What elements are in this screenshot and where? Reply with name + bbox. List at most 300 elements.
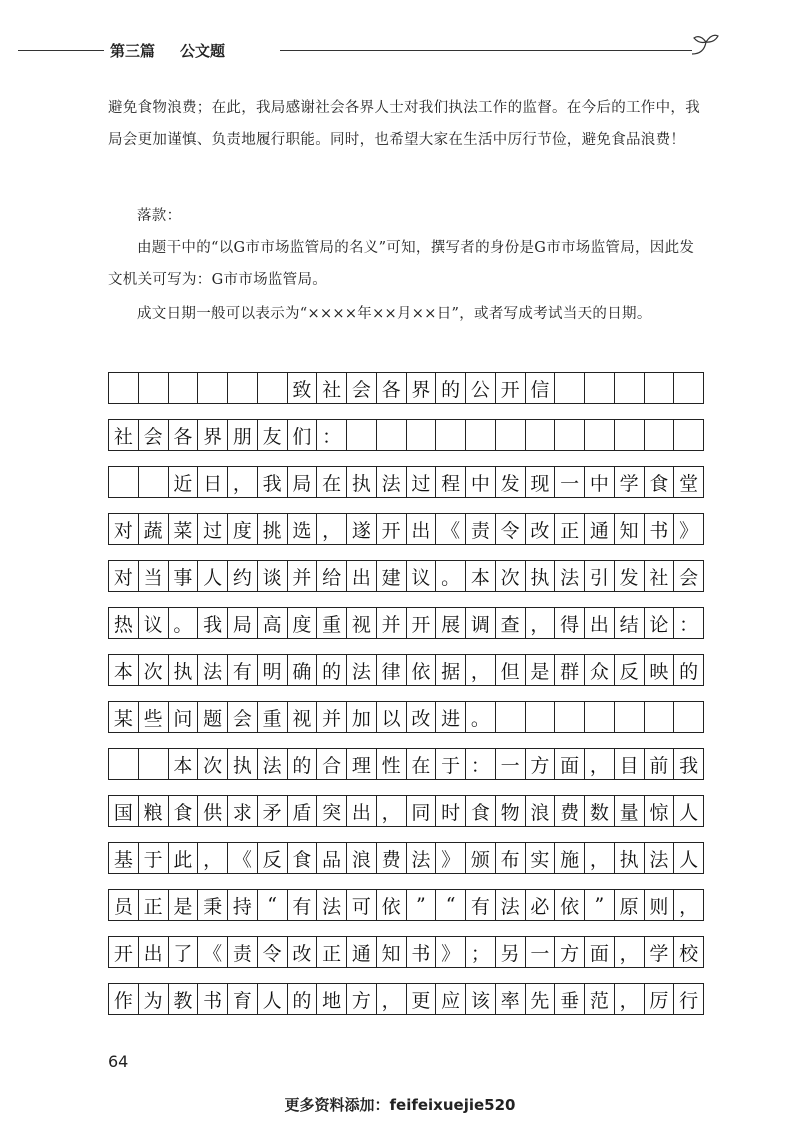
grid-cell: 法 xyxy=(407,843,437,873)
grid-cell: 确 xyxy=(288,655,318,685)
grid-cell: 界 xyxy=(198,420,228,450)
paragraph-date: 成文日期一般可以表示为“××××年××月××日”，或者写成考试当天的日期。 xyxy=(137,306,652,322)
grid-cell xyxy=(526,420,556,450)
grid-row xyxy=(108,936,704,968)
grid-cell: 法 xyxy=(377,467,407,497)
grid-cell: 并 xyxy=(377,608,407,638)
grid-cell: 菜 xyxy=(169,514,199,544)
grid-cell: 前 xyxy=(645,749,675,779)
grid-row xyxy=(108,654,704,686)
grid-cell: 议 xyxy=(407,561,437,591)
grid-cell: 该 xyxy=(466,984,496,1014)
grid-cell: 盾 xyxy=(288,796,318,826)
grid-cell: 《 xyxy=(198,937,228,967)
grid-cell: ， xyxy=(377,984,407,1014)
grid-cell: 地 xyxy=(317,984,347,1014)
grid-cell: 以 xyxy=(377,702,407,732)
grid-cell: 现 xyxy=(526,467,556,497)
grid-cell: ， xyxy=(615,984,645,1014)
grid-cell: 本 xyxy=(109,655,139,685)
grid-cell: 会 xyxy=(347,373,377,403)
grid-row xyxy=(108,889,704,921)
paragraph-issuer: 由题干中的“以G市市场监管局的名义”可知，撰写者的身份是G市市场监管局，因此发文机关可写为：G市市场监管局。 xyxy=(108,240,695,288)
grid-cell: ： xyxy=(466,749,496,779)
grid-cell: ： xyxy=(674,608,704,638)
grid-cell: 局 xyxy=(288,467,318,497)
sprout-icon xyxy=(690,32,720,58)
grid-cell: 查 xyxy=(496,608,526,638)
grid-cell: 各 xyxy=(377,373,407,403)
grid-cell xyxy=(109,749,139,779)
grid-cell xyxy=(585,373,615,403)
grid-cell: 各 xyxy=(169,420,199,450)
grid-cell: 正 xyxy=(555,514,585,544)
grid-cell: 执 xyxy=(347,467,377,497)
grid-cell: 物 xyxy=(496,796,526,826)
grid-cell xyxy=(645,702,675,732)
grid-cell xyxy=(228,373,258,403)
grid-cell: 群 xyxy=(555,655,585,685)
grid-cell: 近 xyxy=(169,467,199,497)
grid-cell: 会 xyxy=(228,702,258,732)
grid-cell: ， xyxy=(585,749,615,779)
grid-cell: 律 xyxy=(377,655,407,685)
grid-cell: 育 xyxy=(228,984,258,1014)
grid-cell: 》 xyxy=(674,514,704,544)
grid-cell: ” xyxy=(407,890,437,920)
grid-cell: ， xyxy=(377,796,407,826)
grid-cell: 率 xyxy=(496,984,526,1014)
footer-note: 更多资料添加：feifeixuejie520 xyxy=(284,1096,516,1114)
grid-cell: 重 xyxy=(258,702,288,732)
grid-cell: 。 xyxy=(466,702,496,732)
grid-cell: 开 xyxy=(407,608,437,638)
grid-cell: ， xyxy=(674,890,704,920)
grid-row xyxy=(108,419,704,451)
grid-cell: 是 xyxy=(526,655,556,685)
grid-cell: 颁 xyxy=(466,843,496,873)
grid-cell: 日 xyxy=(198,467,228,497)
grid-cell: 矛 xyxy=(258,796,288,826)
header-section: 第三篇 xyxy=(110,42,156,60)
grid-cell: 发 xyxy=(615,561,645,591)
grid-cell: 了 xyxy=(169,937,199,967)
grid-cell: 先 xyxy=(526,984,556,1014)
grid-cell: 方 xyxy=(555,937,585,967)
grid-cell: 的 xyxy=(288,749,318,779)
grid-cell: 们 xyxy=(288,420,318,450)
grid-cell: “ xyxy=(258,890,288,920)
grid-cell xyxy=(496,702,526,732)
grid-cell: 些 xyxy=(139,702,169,732)
grid-cell: 引 xyxy=(585,561,615,591)
grid-cell: 我 xyxy=(258,467,288,497)
grid-cell: 食 xyxy=(288,843,318,873)
grid-cell: 中 xyxy=(466,467,496,497)
grid-cell: 公 xyxy=(466,373,496,403)
grid-cell: 》 xyxy=(436,937,466,967)
grid-cell: 遂 xyxy=(347,514,377,544)
grid-cell xyxy=(555,702,585,732)
grid-cell: 知 xyxy=(615,514,645,544)
grid-cell: ， xyxy=(615,937,645,967)
grid-cell: ， xyxy=(585,843,615,873)
grid-cell xyxy=(109,373,139,403)
grid-cell: 众 xyxy=(585,655,615,685)
header-rule-right xyxy=(280,50,692,51)
grid-cell: 目 xyxy=(615,749,645,779)
grid-cell: 方 xyxy=(526,749,556,779)
grid-cell: 员 xyxy=(109,890,139,920)
grid-cell: 秉 xyxy=(198,890,228,920)
grid-cell: ： xyxy=(317,420,347,450)
grid-cell: 书 xyxy=(198,984,228,1014)
grid-cell xyxy=(198,373,228,403)
grid-cell: 出 xyxy=(347,796,377,826)
grid-cell: 人 xyxy=(258,984,288,1014)
grid-row xyxy=(108,372,704,404)
grid-cell: 《 xyxy=(436,514,466,544)
grid-cell: 反 xyxy=(615,655,645,685)
grid-cell: 某 xyxy=(109,702,139,732)
grid-cell: 是 xyxy=(169,890,199,920)
grid-cell: 执 xyxy=(615,843,645,873)
grid-cell: 选 xyxy=(288,514,318,544)
grid-cell xyxy=(258,373,288,403)
grid-cell: 人 xyxy=(674,843,704,873)
grid-cell: 方 xyxy=(347,984,377,1014)
grid-row xyxy=(108,560,704,592)
grid-cell: 理 xyxy=(347,749,377,779)
grid-cell: 加 xyxy=(347,702,377,732)
grid-cell: 教 xyxy=(169,984,199,1014)
grid-cell: 知 xyxy=(377,937,407,967)
grid-cell: 高 xyxy=(258,608,288,638)
grid-cell: 改 xyxy=(288,937,318,967)
grid-cell: 出 xyxy=(407,514,437,544)
grid-cell: 视 xyxy=(347,608,377,638)
grid-cell: 执 xyxy=(169,655,199,685)
grid-cell: 反 xyxy=(258,843,288,873)
grid-cell: 建 xyxy=(377,561,407,591)
grid-cell: 行 xyxy=(674,984,704,1014)
header-rule-left xyxy=(18,50,104,51)
grid-cell: ， xyxy=(317,514,347,544)
grid-cell: 的 xyxy=(317,655,347,685)
grid-cell: 重 xyxy=(317,608,347,638)
grid-cell: 实 xyxy=(526,843,556,873)
grid-cell xyxy=(615,702,645,732)
grid-cell: 并 xyxy=(288,561,318,591)
grid-cell: 改 xyxy=(407,702,437,732)
grid-cell: 的 xyxy=(436,373,466,403)
grid-cell: 有 xyxy=(228,655,258,685)
grid-cell: 面 xyxy=(585,937,615,967)
grid-row xyxy=(108,983,704,1015)
grid-cell: 明 xyxy=(258,655,288,685)
grid-cell: 求 xyxy=(228,796,258,826)
grid-cell: 更 xyxy=(407,984,437,1014)
grid-cell: 《 xyxy=(228,843,258,873)
grid-cell: 发 xyxy=(496,467,526,497)
grid-cell: 书 xyxy=(407,937,437,967)
grid-cell: 另 xyxy=(496,937,526,967)
grid-cell: 时 xyxy=(436,796,466,826)
grid-cell: 出 xyxy=(347,561,377,591)
grid-cell: 本 xyxy=(169,749,199,779)
grid-cell xyxy=(674,420,704,450)
grid-cell: “ xyxy=(436,890,466,920)
grid-cell: 次 xyxy=(139,655,169,685)
grid-cell: 论 xyxy=(645,608,675,638)
grid-cell: 开 xyxy=(377,514,407,544)
grid-cell: 面 xyxy=(555,749,585,779)
grid-cell: 法 xyxy=(496,890,526,920)
grid-cell: 出 xyxy=(585,608,615,638)
grid-cell: 议 xyxy=(139,608,169,638)
grid-cell: 法 xyxy=(645,843,675,873)
grid-cell: 次 xyxy=(198,749,228,779)
grid-cell: 对 xyxy=(109,514,139,544)
grid-cell: 校 xyxy=(674,937,704,967)
grid-row xyxy=(108,701,704,733)
grid-cell: 学 xyxy=(615,467,645,497)
grid-cell: 数 xyxy=(585,796,615,826)
grid-cell: 出 xyxy=(139,937,169,967)
grid-cell: 度 xyxy=(288,608,318,638)
grid-cell: 对 xyxy=(109,561,139,591)
grid-cell: 食 xyxy=(466,796,496,826)
grid-cell: 于 xyxy=(436,749,466,779)
grid-cell: 一 xyxy=(496,749,526,779)
grid-cell: 有 xyxy=(466,890,496,920)
grid-row xyxy=(108,842,704,874)
grid-row xyxy=(108,748,704,780)
grid-cell: 供 xyxy=(198,796,228,826)
grid-cell: 突 xyxy=(317,796,347,826)
grid-cell: 基 xyxy=(109,843,139,873)
grid-cell: 厉 xyxy=(645,984,675,1014)
grid-cell: 调 xyxy=(466,608,496,638)
grid-cell: 为 xyxy=(139,984,169,1014)
grid-cell: 品 xyxy=(317,843,347,873)
grid-cell: 题 xyxy=(198,702,228,732)
grid-cell: 在 xyxy=(317,467,347,497)
grid-cell: 一 xyxy=(555,467,585,497)
grid-cell xyxy=(377,420,407,450)
grid-cell: 则 xyxy=(645,890,675,920)
grid-cell: 。 xyxy=(169,608,199,638)
grid-cell: 信 xyxy=(526,373,556,403)
grid-cell xyxy=(555,373,585,403)
grid-cell xyxy=(139,467,169,497)
grid-cell: 法 xyxy=(258,749,288,779)
grid-cell: 正 xyxy=(317,937,347,967)
grid-cell: 堂 xyxy=(674,467,704,497)
grid-cell: 开 xyxy=(496,373,526,403)
grid-cell xyxy=(674,702,704,732)
grid-cell xyxy=(109,467,139,497)
grid-cell: 惊 xyxy=(645,796,675,826)
grid-cell: 并 xyxy=(317,702,347,732)
grid-cell: 依 xyxy=(555,890,585,920)
grid-cell: 的 xyxy=(674,655,704,685)
paragraph-conclusion: 避免食物浪费；在此，我局感谢社会各界人士对我们执法工作的监督。在今后的工作中，我局会更加谨慎、负责地履行职能。同时，也希望大家在生活中厉行节俭，避免食品浪费！ xyxy=(108,100,700,148)
grid-cell: 开 xyxy=(109,937,139,967)
grid-cell: 据 xyxy=(436,655,466,685)
page-number: 64 xyxy=(108,1052,129,1071)
grid-cell: 程 xyxy=(436,467,466,497)
grid-cell xyxy=(555,420,585,450)
grid-cell xyxy=(645,420,675,450)
grid-cell: 通 xyxy=(347,937,377,967)
grid-cell: 映 xyxy=(645,655,675,685)
grid-cell: 中 xyxy=(585,467,615,497)
grid-cell: 改 xyxy=(526,514,556,544)
grid-cell xyxy=(674,373,704,403)
grid-cell: 当 xyxy=(139,561,169,591)
grid-cell: ， xyxy=(526,608,556,638)
grid-cell: 一 xyxy=(526,937,556,967)
grid-cell xyxy=(347,420,377,450)
grid-cell: 国 xyxy=(109,796,139,826)
page-header xyxy=(0,30,800,62)
grid-cell: 人 xyxy=(674,796,704,826)
grid-cell: 依 xyxy=(407,655,437,685)
grid-cell: 于 xyxy=(139,843,169,873)
grid-cell: 学 xyxy=(645,937,675,967)
grid-cell: 粮 xyxy=(139,796,169,826)
grid-cell: ” xyxy=(585,890,615,920)
grid-cell xyxy=(585,420,615,450)
grid-cell: 社 xyxy=(109,420,139,450)
grid-cell: 度 xyxy=(228,514,258,544)
grid-cell: ， xyxy=(198,843,228,873)
grid-cell: 蔬 xyxy=(139,514,169,544)
grid-cell: 布 xyxy=(496,843,526,873)
grid-cell: 会 xyxy=(674,561,704,591)
grid-cell: 正 xyxy=(139,890,169,920)
grid-cell: 责 xyxy=(466,514,496,544)
grid-cell: 费 xyxy=(555,796,585,826)
grid-cell: 法 xyxy=(555,561,585,591)
grid-row xyxy=(108,513,704,545)
grid-cell: 依 xyxy=(377,890,407,920)
grid-cell: 过 xyxy=(198,514,228,544)
grid-cell: 作 xyxy=(109,984,139,1014)
grid-cell: 应 xyxy=(436,984,466,1014)
grid-cell: 施 xyxy=(555,843,585,873)
grid-cell: 但 xyxy=(496,655,526,685)
grid-cell: 必 xyxy=(526,890,556,920)
grid-cell xyxy=(615,420,645,450)
grid-cell: 在 xyxy=(407,749,437,779)
grid-cell: 浪 xyxy=(347,843,377,873)
grid-cell: 书 xyxy=(645,514,675,544)
grid-row xyxy=(108,466,704,498)
grid-cell: 令 xyxy=(258,937,288,967)
grid-cell: 食 xyxy=(169,796,199,826)
grid-cell: 结 xyxy=(615,608,645,638)
grid-cell: 通 xyxy=(585,514,615,544)
header-title: 公文题 xyxy=(180,42,226,60)
grid-cell: 过 xyxy=(407,467,437,497)
grid-cell xyxy=(526,702,556,732)
grid-cell: 社 xyxy=(645,561,675,591)
grid-cell: 性 xyxy=(377,749,407,779)
grid-cell: 约 xyxy=(228,561,258,591)
grid-cell: 热 xyxy=(109,608,139,638)
paragraph-signature-heading: 落款： xyxy=(137,208,182,224)
grid-cell: 同 xyxy=(407,796,437,826)
grid-cell: 挑 xyxy=(258,514,288,544)
grid-cell: ， xyxy=(466,655,496,685)
grid-cell: 友 xyxy=(258,420,288,450)
grid-cell xyxy=(615,373,645,403)
grid-cell: 展 xyxy=(436,608,466,638)
grid-cell: 我 xyxy=(198,608,228,638)
grid-cell: 执 xyxy=(228,749,258,779)
grid-cell: 视 xyxy=(288,702,318,732)
grid-cell: 界 xyxy=(407,373,437,403)
grid-cell: 的 xyxy=(288,984,318,1014)
grid-cell: 事 xyxy=(169,561,199,591)
grid-cell xyxy=(436,420,466,450)
grid-cell xyxy=(139,749,169,779)
grid-cell: 会 xyxy=(139,420,169,450)
grid-cell: 法 xyxy=(317,890,347,920)
grid-cell: 执 xyxy=(526,561,556,591)
grid-cell: 令 xyxy=(496,514,526,544)
grid-cell: ； xyxy=(466,937,496,967)
grid-cell: 》 xyxy=(436,843,466,873)
grid-cell: 致 xyxy=(288,373,318,403)
grid-cell: 局 xyxy=(228,608,258,638)
grid-cell xyxy=(466,420,496,450)
grid-cell: 原 xyxy=(615,890,645,920)
grid-cell: 给 xyxy=(317,561,347,591)
grid-row xyxy=(108,607,704,639)
grid-cell: 持 xyxy=(228,890,258,920)
grid-cell: 本 xyxy=(466,561,496,591)
grid-cell: 进 xyxy=(436,702,466,732)
grid-cell: 谈 xyxy=(258,561,288,591)
grid-cell: 食 xyxy=(645,467,675,497)
grid-cell: 有 xyxy=(288,890,318,920)
grid-cell: 得 xyxy=(555,608,585,638)
grid-cell: 朋 xyxy=(228,420,258,450)
grid-cell: 问 xyxy=(169,702,199,732)
grid-cell xyxy=(645,373,675,403)
grid-cell: 社 xyxy=(317,373,347,403)
grid-cell: 。 xyxy=(436,561,466,591)
grid-cell xyxy=(169,373,199,403)
grid-cell: 次 xyxy=(496,561,526,591)
grid-cell: 此 xyxy=(169,843,199,873)
grid-cell: 法 xyxy=(347,655,377,685)
grid-cell: 人 xyxy=(198,561,228,591)
grid-cell xyxy=(585,702,615,732)
grid-cell: 浪 xyxy=(526,796,556,826)
grid-cell: 范 xyxy=(585,984,615,1014)
grid-cell: 垂 xyxy=(555,984,585,1014)
grid-cell xyxy=(496,420,526,450)
grid-cell: 我 xyxy=(674,749,704,779)
grid-cell xyxy=(407,420,437,450)
essay-grid xyxy=(108,372,704,1030)
grid-cell: 合 xyxy=(317,749,347,779)
grid-cell: 费 xyxy=(377,843,407,873)
